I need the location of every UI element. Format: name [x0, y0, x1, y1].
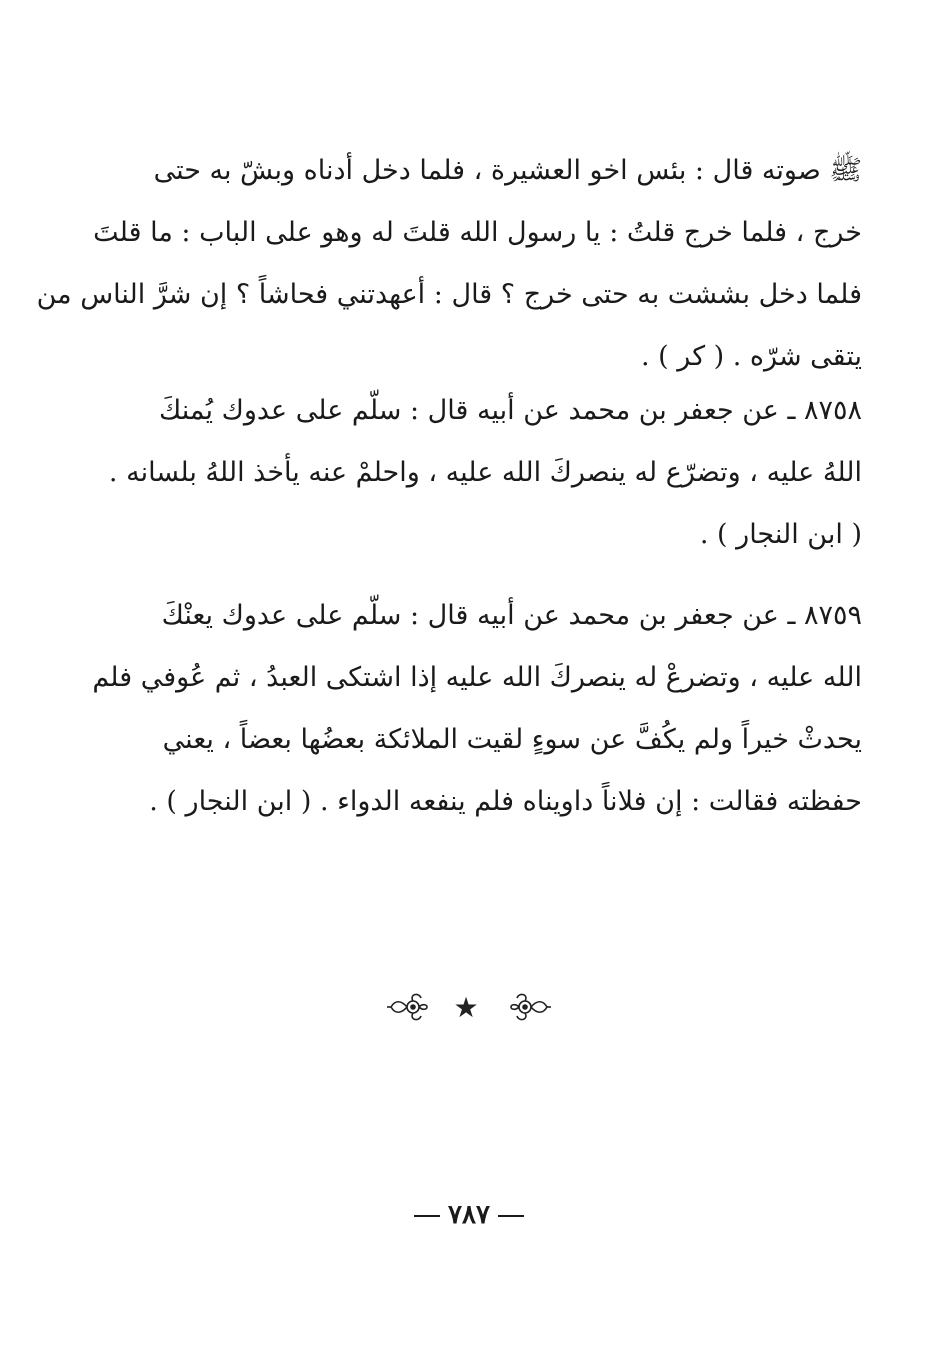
dash-divider	[498, 1215, 524, 1217]
flourish-icon	[509, 990, 553, 1024]
text-line: ﷺ صوته قال : بئس اخو العشيرة ، فلما دخل أدناه وبشّ به حتى	[153, 155, 862, 186]
hadith-8758	[108, 380, 862, 566]
dash-divider	[414, 1215, 440, 1217]
text-line: حفظته فقالت : إن فلاناً داويناه فلم ينفعه الدواء . ( ابن النجار ) .	[149, 786, 862, 817]
text-line: اللهُ عليه ، وتضرّع له ينصركَ الله عليه ، واحلمْ عنه يأخذ اللهُ بلسانه .	[108, 457, 862, 488]
star-icon: ★	[453, 990, 485, 1024]
flourish-icon	[385, 990, 429, 1024]
text-line: ٨٧٥٩ ـ عن جعفر بن محمد عن أبيه قال : سلّم على عدوك يعنْكَ	[161, 600, 862, 631]
paragraph-continuation	[36, 140, 862, 388]
text-line: يتقى شرّه . ( كر ) .	[641, 341, 862, 372]
text-line: يحدثْ خيراً ولم يكُفَّ عن سوءٍ لقيت الملائكة بعضُها بعضاً ، يعني	[162, 724, 862, 755]
text-line: الله عليه ، وتضرعْ له ينصركَ الله عليه إذا اشتكى العبدُ ، ثم عُوفي فلم	[92, 662, 862, 693]
section-end-ornament	[0, 990, 938, 1024]
page-number-text: ٧٨٧	[448, 1200, 490, 1230]
text-line: فلما دخل بششت به حتى خرج ؟ قال : أعهدتني فحاشاً ؟ إن شرَّ الناس من	[36, 279, 862, 310]
page-number	[0, 1200, 938, 1230]
hadith-8759	[92, 585, 862, 833]
text-line: خرج ، فلما خرج قلتُ : يا رسول الله قلتَ له وهو على الباب : ما قلتَ	[93, 217, 862, 248]
text-line: ( ابن النجار ) .	[699, 519, 862, 550]
text-line: ٨٧٥٨ ـ عن جعفر بن محمد عن أبيه قال : سلّم على عدوك يُمنكَ	[158, 395, 862, 426]
